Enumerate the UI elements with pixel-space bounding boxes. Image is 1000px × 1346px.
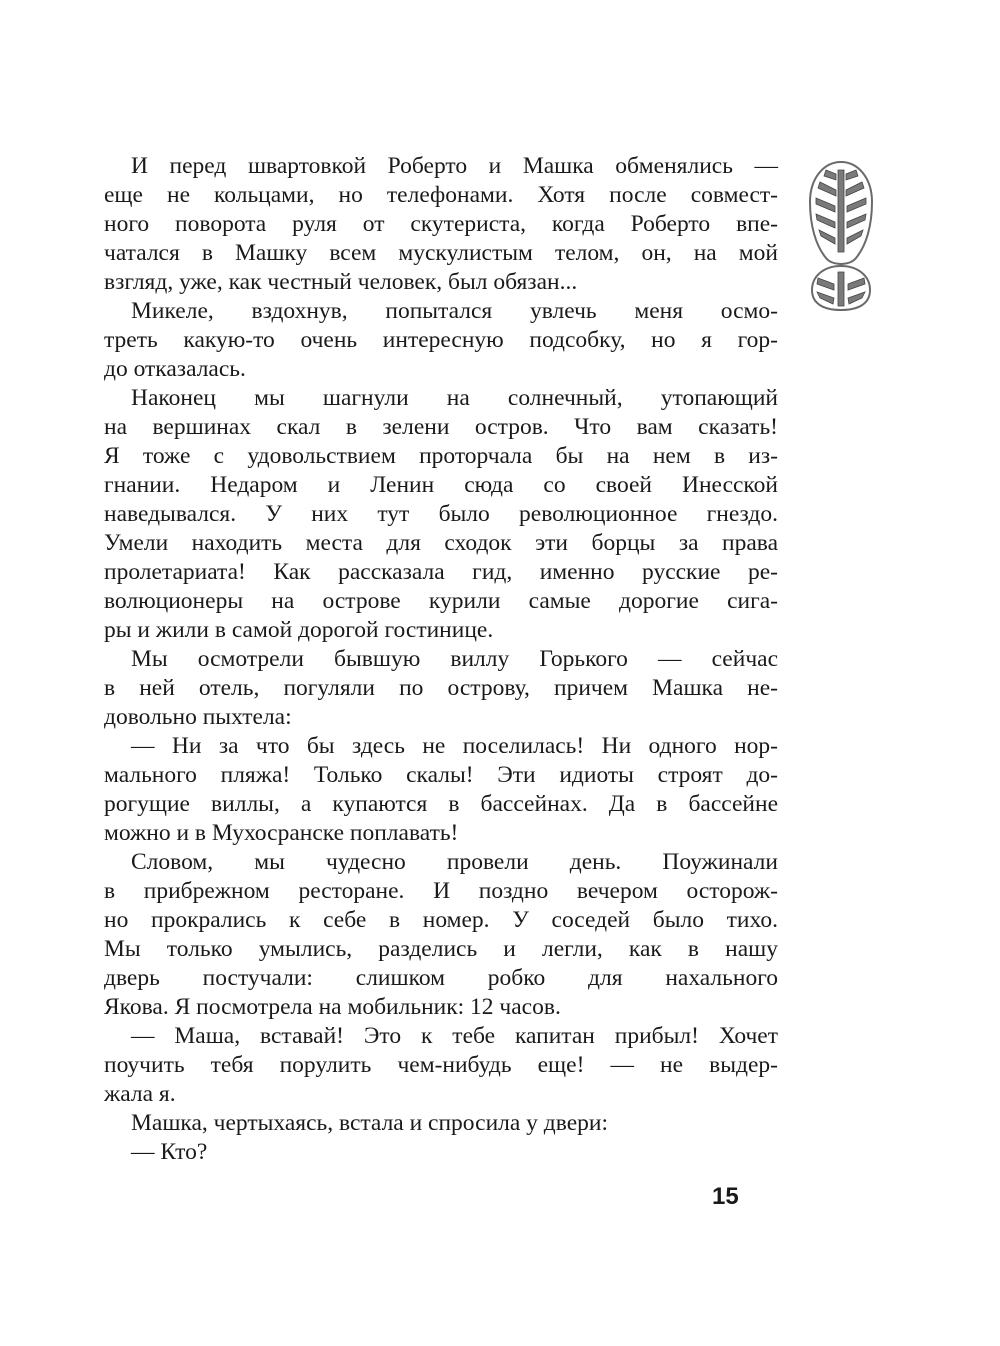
text-line: в прибрежном ресторане. И поздно вечером осторож-: [104, 878, 778, 904]
text-line: чатался в Машку всем мускулистым телом, он, на мой: [104, 240, 778, 266]
text-line: — Кто?: [131, 1139, 208, 1165]
text-line: еще не кольцами, но телефонами. Хотя после совмест-: [104, 182, 778, 208]
text-line: дверь постучали: слишком робко для нахального: [104, 965, 778, 991]
text-line: гнании. Недаром и Ленин сюда со своей Инесской: [104, 472, 778, 498]
text-line: наведывался. У них тут было революционное гнездо.: [104, 501, 778, 527]
text-line: в ней отель, погуляли по острову, причем Машка не-: [104, 675, 778, 701]
text-line: поучить тебя порулить чем-нибудь еще! — не выдер-: [104, 1052, 778, 1078]
body-text: [104, 152, 778, 1167]
text-line: на вершинах скал в зелени остров. Что вам сказать!: [104, 414, 778, 440]
page-number: 15: [712, 1183, 739, 1210]
text-line: волюционеры на острове курили самые дорогие сига-: [104, 588, 778, 614]
text-line: рогущие виллы, а купаются в бассейнах. Да в бассейне: [104, 791, 778, 817]
text-line: довольно пыхтела:: [104, 704, 292, 730]
text-line: Мы только умылись, разделись и легли, как в нашу: [104, 936, 778, 962]
text-line: — Маша, вставай! Это к тебе капитан прибыл! Хочет: [131, 1023, 778, 1049]
text-line: Умели находить места для сходок эти борцы за права: [104, 530, 778, 556]
text-line: взгляд, уже, как честный человек, был обязан...: [104, 269, 578, 295]
text-line: мального пляжа! Только скалы! Эти идиоты строят до-: [104, 762, 778, 788]
text-line: до отказалась.: [104, 356, 246, 382]
text-line: но прокрались к себе в номер. У соседей было тихо.: [104, 907, 778, 933]
text-line: И перед швартовкой Роберто и Машка обменялись —: [131, 153, 778, 179]
text-line: Якова. Я посмотрела на мобильник: 12 часов.: [104, 994, 561, 1020]
text-line: жала я.: [104, 1081, 176, 1107]
text-line: Наконец мы шагнули на солнечный, утопающий: [131, 385, 778, 411]
text-line: Я тоже с удовольствием проторчала бы на нем в из-: [104, 443, 778, 469]
text-line: пролетариата! Как рассказала гид, именно русские ре-: [104, 559, 778, 585]
text-line: треть какую-то очень интересную подсобку, но я гор-: [104, 327, 778, 353]
text-line: — Ни за что бы здесь не поселилась! Ни одного нор-: [131, 733, 778, 759]
text-line: Микеле, вздохнув, попытался увлечь меня осмо-: [131, 298, 778, 324]
text-line: Мы осмотрели бывшую виллу Горького — сейчас: [131, 646, 778, 672]
text-line: можно и в Мухосранске поплавать!: [104, 820, 459, 846]
text-line: ного поворота руля от скутериста, когда Роберто впе-: [104, 211, 778, 237]
text-line: ры и жили в самой дорогой гостинице.: [104, 617, 494, 643]
text-line: Словом, мы чудесно провели день. Поужинали: [131, 849, 778, 875]
text-line: Машка, чертыхаясь, встала и спросила у двери:: [131, 1110, 609, 1136]
footprint-icon: [808, 160, 874, 312]
